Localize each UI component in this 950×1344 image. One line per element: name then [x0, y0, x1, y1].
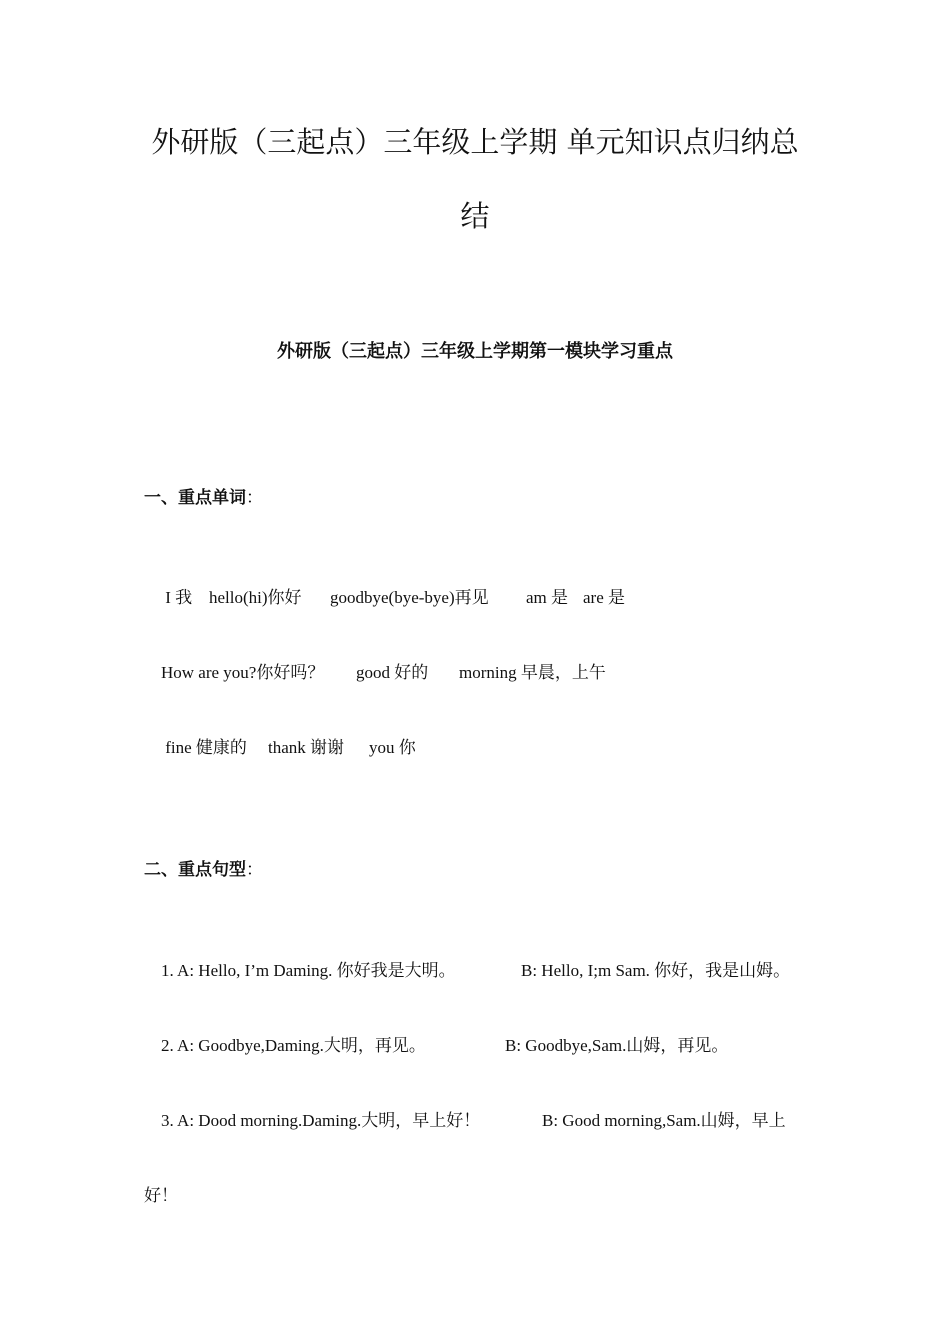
vocab-item: fine 健康的 — [161, 738, 247, 757]
vocab-item: goodbye(bye-bye)再见 — [330, 588, 489, 607]
sentence-line-3-continuation: 好！ — [144, 1186, 178, 1205]
sentence-b: B: Hello, I;m Sam. 你好，我是山姆。 — [521, 961, 791, 980]
section-heading-colon: ： — [246, 488, 263, 508]
document-title-line-2: 结 — [460, 199, 490, 233]
section-heading-text: 二、重点句型 — [144, 860, 246, 880]
section-heading-text: 一、重点单词 — [144, 488, 246, 508]
module-subtitle: 外研版（三起点）三年级上学期第一模块学习重点 — [277, 341, 673, 362]
vocab-item: morning 早晨，上午 — [459, 663, 606, 682]
section-heading-key-sentences — [144, 858, 263, 882]
sentence-b: B: Goodbye,Sam.山姆，再见。 — [505, 1036, 729, 1055]
sentence-b: B: Good morning,Sam.山姆，早上 — [542, 1111, 786, 1130]
sentence-a: 3. A: Dood morning.Daming.大明，早上好！ — [161, 1111, 481, 1130]
sentence-line-1 — [144, 935, 790, 1007]
vocab-item: good 好的 — [356, 663, 429, 682]
vocab-item: you 你 — [369, 738, 416, 757]
vocab-item: am 是 — [526, 588, 569, 607]
sentence-a: 2. A: Goodbye,Daming.大明，再见。 — [161, 1036, 426, 1055]
vocab-line-3 — [144, 712, 416, 784]
section-heading-colon: ： — [246, 860, 263, 880]
vocab-item: How are you?你好吗？ — [161, 663, 325, 682]
vocab-item: I 我 — [161, 588, 193, 607]
vocab-line-1 — [144, 562, 625, 634]
document-title-line-1: 外研版（三起点）三年级上学期 单元知识点归纳总 — [151, 125, 799, 159]
sentence-line-2 — [144, 1010, 728, 1082]
section-heading-key-words — [144, 486, 263, 510]
sentence-line-3 — [144, 1085, 786, 1157]
vocab-item: hello(hi)你好 — [209, 588, 302, 607]
vocab-item: are 是 — [583, 588, 626, 607]
sentence-a: 1. A: Hello, I’m Daming. 你好我是大明。 — [161, 961, 456, 980]
vocab-item: thank 谢谢 — [268, 738, 345, 757]
vocab-line-2 — [144, 637, 606, 709]
